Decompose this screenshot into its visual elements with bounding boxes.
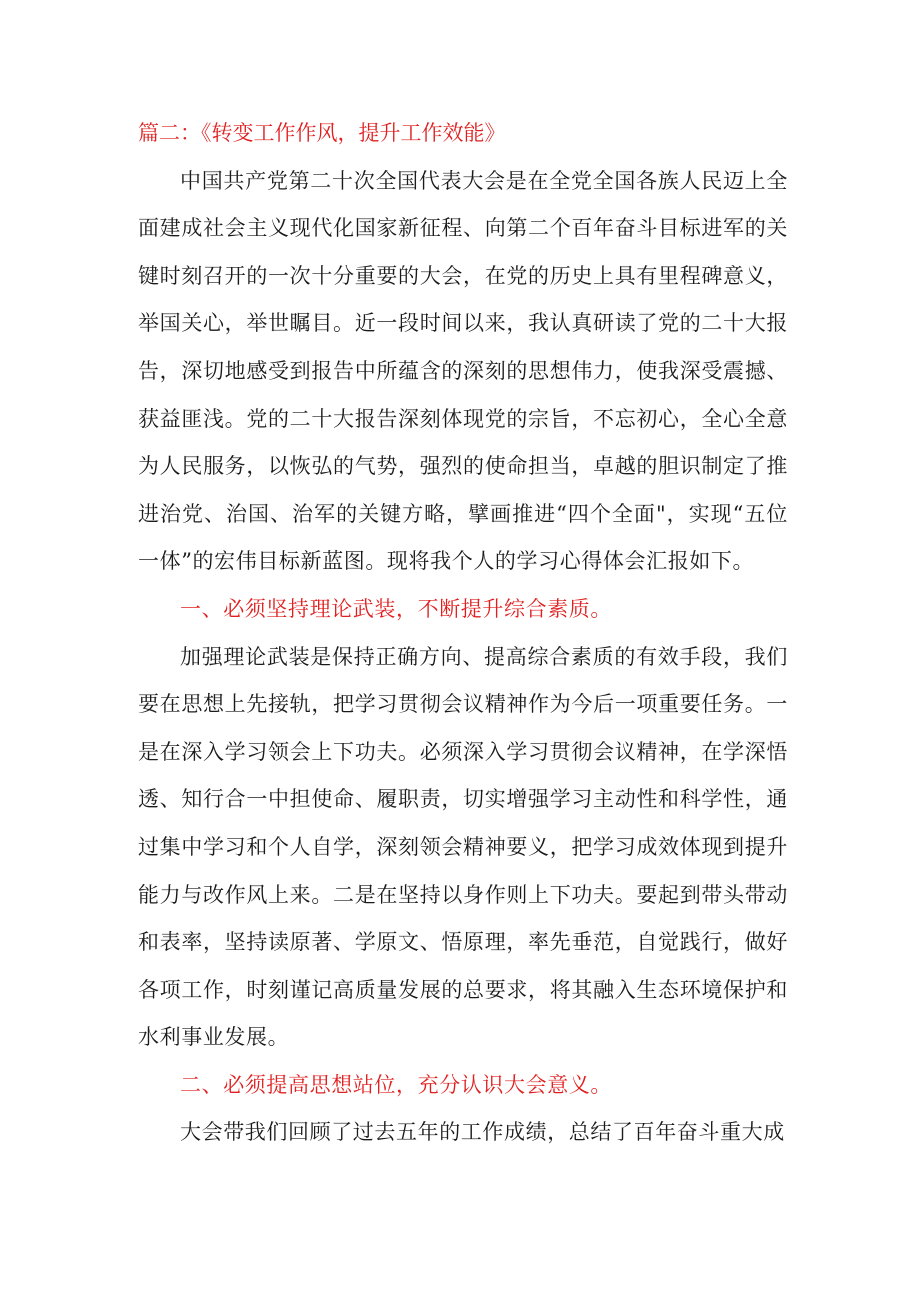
section-2-paragraph: 大会带我们回顾了过去五年的工作成绩，总结了百年奋斗重大成	[180, 1120, 785, 1145]
section-1-paragraph: 加强理论武装是保持正确方向、提高综合素质的有效手段，我们要在思想上先接轨，把学习贯彻会议精神作为今后一项重要任务。一是在深入学习领会上下功夫。必须深入学习贯彻会议精神，在学深悟透、知行合一中担使命、履职责，切实增强学习主动性和科学性，通过集中学习和个人自学，深刻领会精神要义，把学习成效体现到提升能力与改作风上来。二是在坚持以身作则上下功夫。要起到带头带动和表率，坚持读原著、学原文、悟原理，率先垂范，自觉践行，做好各项工作，时刻谨记高质量发展的总要求，将其融入生态环境保护和水利事业发展。	[138, 644, 788, 1050]
document-body	[138, 110, 788, 1157]
intro-paragraph: 中国共产党第二十次全国代表大会是在全党全国各族人民迈上全面建成社会主义现代化国家新征程、向第二个百年奋斗目标进军的关键时刻召开的一次十分重要的大会，在党的历史上具有里程碑意义，举国关心，举世瞩目。近一段时间以来，我认真研读了党的二十大报告，深切地感受到报告中所蕴含的深刻的思想伟力，使我深受震撼、获益匪浅。党的二十大报告深刻体现党的宗旨，不忘初心，全心全意为人民服务，以恢弘的气势，强烈的使命担当，卓越的胆识制定了推进治党、治国、治军的关键方略，擘画推进“四个全面"，实现“五位一体”的宏伟目标新蓝图。现将我个人的学习心得体会汇报如下。	[138, 168, 788, 574]
section-2-heading: 二、必须提高思想站位，充分认识大会意义。	[180, 1072, 612, 1097]
section-1-heading: 一、必须坚持理论武装，不断提升综合素质。	[180, 596, 612, 621]
document-title: 篇二：《转变工作作风，提升工作效能》	[138, 121, 506, 145]
